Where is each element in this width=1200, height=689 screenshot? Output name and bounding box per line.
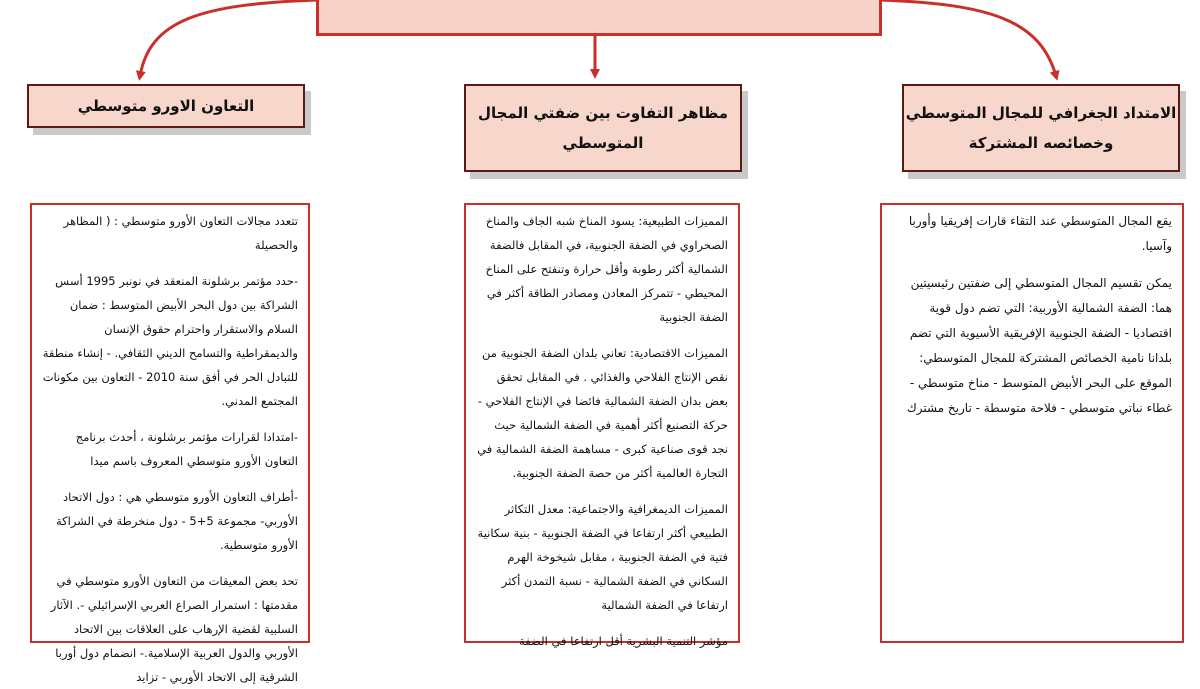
paragraph: تتعدد مجالات التعاون الأورو متوسطي : ( المظاهر والحصيلة — [63, 214, 298, 252]
heading-line: التعاون الاورو متوسطي — [77, 97, 255, 115]
connector-left — [140, 0, 318, 76]
heading-disparity — [464, 84, 742, 172]
heading-line: مظاهر التفاوت بين ضفتي المجال — [478, 104, 729, 122]
paragraph: المميزات الديمغرافية والاجتماعية: معدل التكاثر الطبيعي أكثر ارتفاعا في الضفة الجنوبية - بنية سكانية فتية في الضفة الجنوبية ، مقابل شيخوخة الهرم السكاني في الضفة الشمالية - نسبة التمدن أكثر ارتفاعا في الضفة الشمالية — [477, 502, 728, 612]
paragraph: مؤشر التنمية البشرية أقل ارتفاعا في الضفة — [519, 634, 728, 648]
heading-line: المتوسطي — [562, 134, 644, 152]
heading-line: وخصائصه المشتركة — [968, 134, 1114, 152]
paragraph: -أطراف التعاون الأورو متوسطي هي : دول الاتحاد الأوربي- مجموعة 5+5 - دول منخرطة في الشراكة الأورو متوسطية. — [55, 490, 298, 552]
content-extent — [880, 203, 1184, 643]
content-disparity — [464, 203, 740, 648]
paragraph: يمكن تقسيم المجال المتوسطي إلى ضفتين رئيسيتين هما: الضفة الشمالية الأوربية: التي تضم دول قوية اقتصاديا - الضفة الجنوبية الإفريقية الأسيوية التي تضم بلدانا نامية الخصائص المشتركة للمجال المتوسطي: الموقع على البحر الأبيض المتوسط - مناخ متوسطي - غطاء نباتي متوسطي - فلاحة متوسطة - تاريخ مشترك — [906, 276, 1172, 415]
heading-line: الامتداد الجغرافي للمجال المتوسطي — [905, 104, 1177, 122]
paragraph: تحد بعض المعيقات من التعاون الأورو متوسطي في مقدمتها : استمرار الصراع العربي الإسرائيلي -. الآثار السلبية لقضية الإرهاب على العلاقات بين الاتحاد الأوربي والدول العربية الإسلامية.- انضمام دول أوربا الشرقية إلى الاتحاد الأوربي - تزايد — [50, 574, 298, 684]
content-cooperation — [30, 203, 310, 684]
paragraph: يقع المجال المتوسطي عند التقاء قارات إفريقيا وأوربا وآسيا. — [908, 214, 1172, 253]
paragraph: المميزات الطبيعية: يسود المناخ شبه الجاف والمناخ الصحراوي في الضفة الجنوبية، في المقابل فالضفة الشمالية أكثر رطوبة وأقل حرارة وتنفتح على المناخ المحيطي - تتمركز المعادن ومصادر الطاقة أكثر في الضفة الجنوبية — [485, 214, 728, 324]
paragraph: -حدد مؤتمر برشلونة المنعقد في نونبر 1995 أسس الشراكة بين دول البحر الأبيض المتوسط : ضمان السلام والاستقرار واحترام حقوق الإنسان والديمقراطية والتسامح الديني الثقافي. - إنشاء منطقة للتبادل الحر في أفق سنة 2010 - التعاون بين مكونات المجتمع المدني. — [42, 274, 298, 408]
connector-right — [880, 0, 1056, 76]
heading-cooperation — [27, 84, 305, 128]
paragraph: -امتدادا لقرارات مؤتمر برشلونة ، أحدث برنامج التعاون الأورو متوسطي المعروف باسم ميدا — [75, 430, 298, 468]
paragraph: المميزات الاقتصادية: تعاني بلدان الضفة الجنوبية من نقص الإنتاج الفلاحي والغذائي . في المقابل تحقق بعض بدان الضفة الشمالية فائضا في الإنتاج الفلاحي - حركة التصنيع أكثر أهمية في الضفة الشمالية حيث نجد قوى صناعية كبرى - مساهمة الضفة الشمالية في التجارة العالمية أكثر من حصة الضفة الجنوبية. — [477, 346, 728, 480]
heading-extent — [902, 84, 1180, 172]
